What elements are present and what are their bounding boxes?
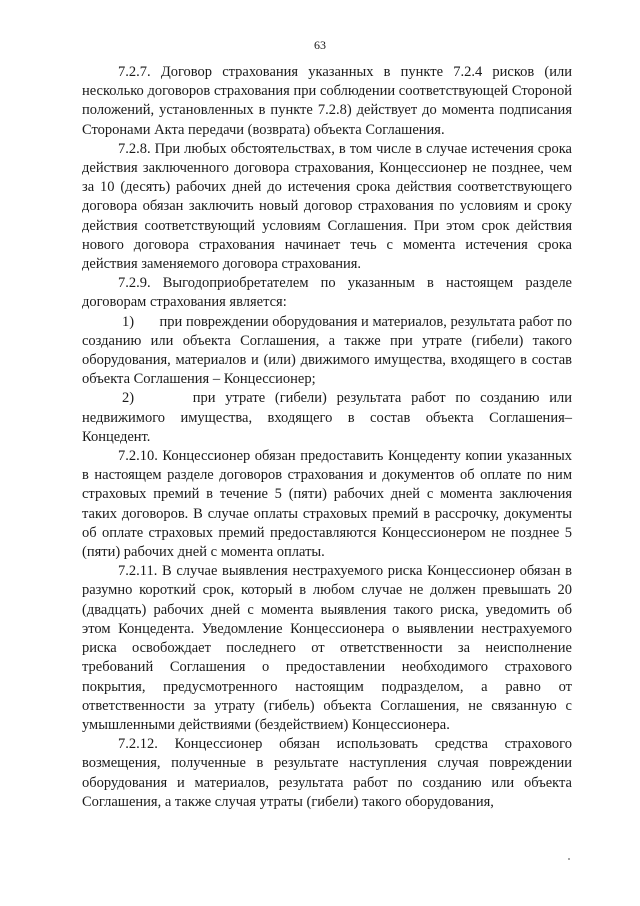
paragraph-number: 7.2.8.: [118, 140, 151, 157]
list-item-1: [82, 313, 572, 390]
paragraph-text: Договор страхования указанных в пункте 7.2.4 рисков (или несколько договоров страхования при соблюдении соответствующей Стороной положений, установленных в пункте 7.2.8) действует до момента подписания Сторонами Акта передачи (возврата) объекта Соглашения.: [82, 64, 573, 138]
list-item-2: [82, 389, 572, 447]
scan-speck: [568, 858, 570, 860]
paragraph-number: 7.2.7.: [118, 64, 151, 80]
paragraph-7-2-10: [82, 447, 572, 562]
paragraph-number: 7.2.10.: [118, 448, 158, 465]
paragraph-text: В случае выявления нестрахуемого риска Концессионер обязан в разумно короткий срок, который в любом случае не должен превышать 20 (двадцать) рабочих дней с момента выявления такого риска, уведомить об этом Концедента. Уведомление Концессионера о выявлении нестрахуемого риска освобождает последнего от ответственности за неисполнение требований Соглашения о предоставлении необходимого страхового покрытия, предусмотренного настоящим подразделом, а равно от ответственности за утрату (гибель) объекта Соглашения, не связанную с умышленными действиями (бездействием) Концессионера.: [82, 563, 572, 733]
paragraph-7-2-7: [82, 63, 572, 140]
paragraph-text: Концессионер обязан предоставить Концеденту копии указанных в настоящем разделе договоров страхования и документов об оплате по ним страховых премий в течение 5 (пяти) рабочих дней с момента заключения таких договоров. В случае оплаты страховых премий в рассрочку, документы об оплате страховых премий предоставляются Концессионером не позднее 5 (пяти) рабочих дней с момента оплаты.: [82, 448, 572, 561]
paragraph-number: 7.2.9.: [118, 275, 151, 292]
paragraph-7-2-12: [82, 735, 572, 812]
paragraph-text: Концессионер обязан использовать средства страхового возмещения, полученные в результате наступления случая повреждении оборудования и материалов, результата работ по созданию или объекта Соглашения, а также случая утраты (гибели) такого оборудования,: [82, 736, 572, 810]
document-body: [82, 63, 572, 812]
paragraph-number: 7.2.12.: [118, 736, 158, 753]
list-item-text: при утрате (гибели) результата работ по созданию или недвижимого имущества, входящего в состав объекта Соглашения– Концедент.: [82, 390, 573, 445]
paragraph-text: Выгодоприобретателем по указанным в настоящем разделе договорам страхования является:: [82, 275, 572, 311]
paragraph-text: При любых обстоятельствах, в том числе в случае истечения срока действия заключенного договора страхования, Концессионер не позднее, чем за 10 (десять) рабочих дней до истечения срока действия соответствующего договора обязан заключить новый договор страхования по условиям и сроку действия соответствующий условиям Соглашения. При этом срок действия нового договора страхования начинает течь с момента истечения срока действия заменяемого договора страхования.: [82, 140, 572, 273]
list-item-number: 1): [122, 313, 135, 330]
paragraph-7-2-11: [82, 562, 572, 735]
paragraph-7-2-8: [82, 140, 572, 274]
paragraph-7-2-9: [82, 274, 572, 312]
page-number: 63: [314, 38, 326, 52]
paragraph-number: 7.2.11.: [118, 563, 158, 580]
list-item-text: при повреждении оборудования и материалов, результата работ по созданию или объекта Соглашения, а также при утрате (гибели) такого оборудования, материалов и (или) движимого имущества, входящего в состав объекта Соглашения – Концессионер;: [82, 313, 572, 388]
list-item-number: 2): [122, 390, 135, 407]
